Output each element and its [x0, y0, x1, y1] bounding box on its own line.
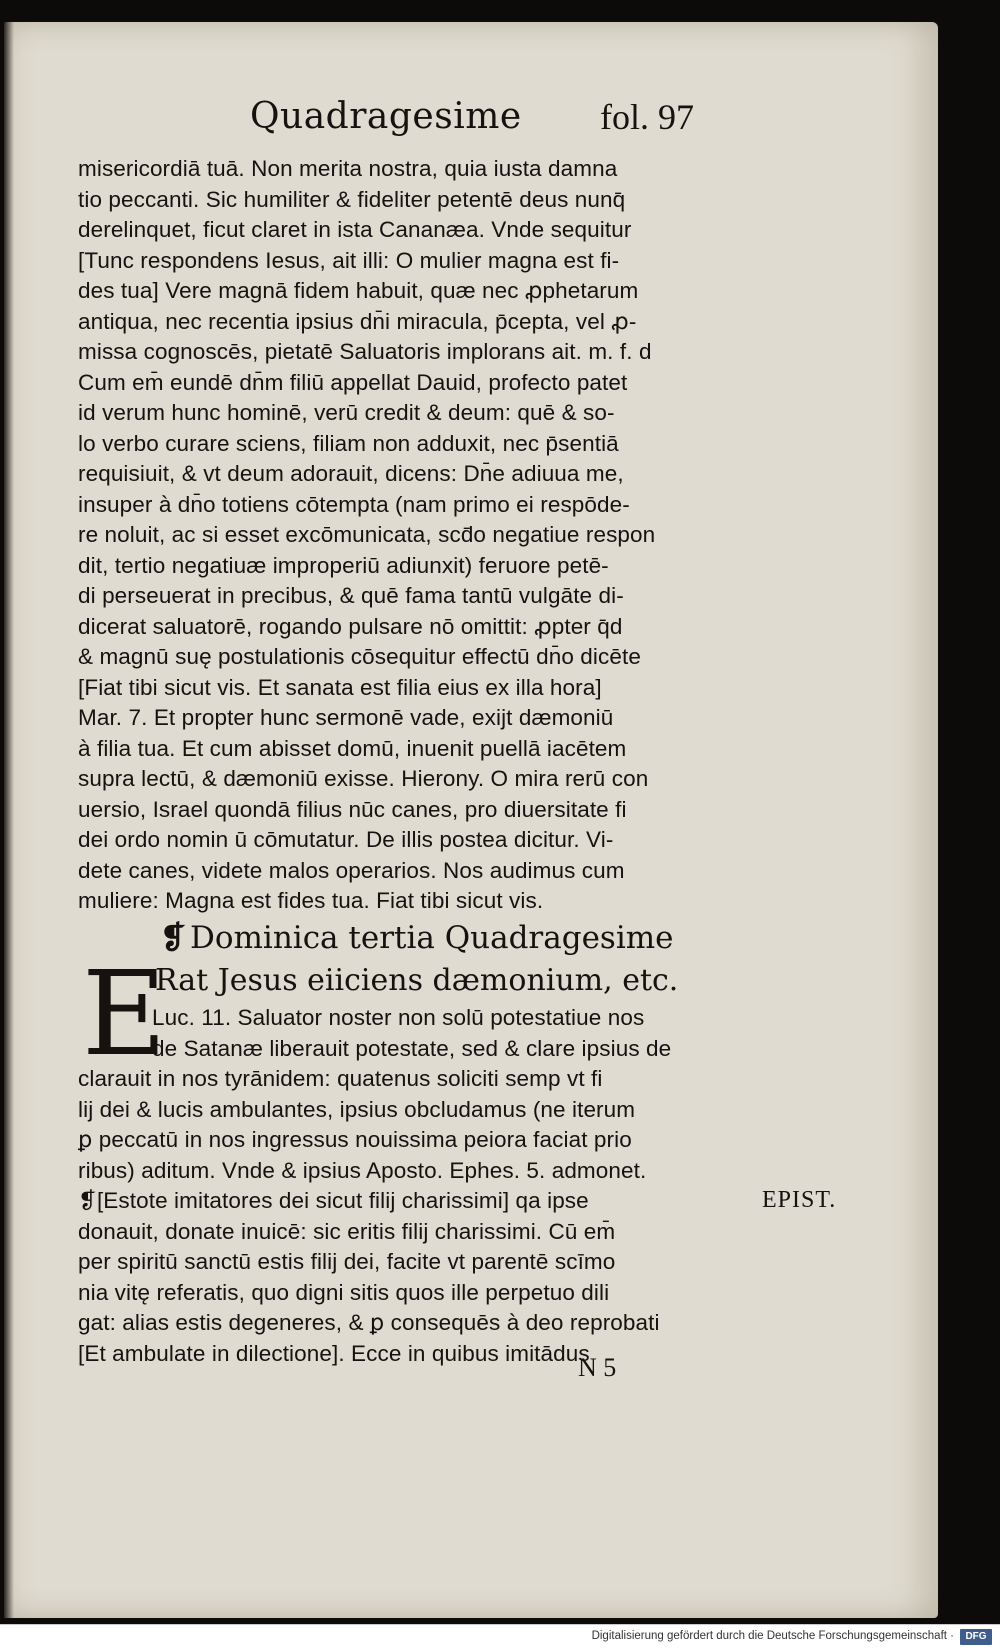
text-line: [Fiat tibi sicut vis. Et sanata est filia eius ex illa hora] — [78, 674, 602, 700]
text-line: tio peccanti. Sic humiliter & fideliter petentē deus nunq̄ — [78, 186, 626, 212]
text-line: Luc. 11. Saluator noster non solū potestatiue nos — [152, 1005, 645, 1030]
text-line: gat: alias estis degeneres, & ꝑ consequēs à deo reprobati — [78, 1310, 660, 1335]
running-head: Quadragesime — [250, 96, 522, 137]
text-line: missa cognoscēs, pietatē Saluatoris implorans ait. m. f. d — [78, 339, 652, 364]
text-line: insuper à dn̄o totiens cōtempta (nam primo ei respōde- — [78, 491, 630, 517]
text-block-1 — [78, 154, 750, 917]
text-line: à filia tua. Et cum abisset domū, inuenit puellā iacētem — [78, 735, 627, 761]
text-line: clarauit in nos tyrānidem: quatenus soliciti semp vt fi — [78, 1066, 603, 1091]
text-line: ribus) aditum. Vnde & ipsius Aposto. Ephes. 5. admonet. — [78, 1157, 647, 1183]
text-line: [Et ambulate in dilectione]. Ecce in quibus imitādus — [78, 1340, 590, 1366]
text-line: antiqua, nec recentia ipsius dn̄i miracula, p̄cepta, vel ꝓ- — [78, 308, 637, 334]
text-line: id verum hunc hominē, verū credit & deum: quē & so- — [78, 400, 615, 425]
text-line: dete canes, videte malos operarios. Nos audimus cum — [78, 857, 625, 883]
text-line: Mar. 7. Et propter hunc sermonē vade, exijt dæmoniū — [78, 705, 614, 730]
text-line: dei ordo nomin ū cōmutatur. De illis postea dicitur. Vi- — [78, 827, 614, 852]
text-line: requisiuit, & vt deum adorauit, dicens: Dn̄e adiuua me, — [78, 461, 624, 486]
text-line: ꝑ peccatū in nos ingressus nouissima peiora faciat prio — [78, 1127, 632, 1152]
text-line: [Tunc respondens Iesus, ait illi: O mulier magna est fi- — [78, 247, 620, 273]
text-line: per spiritū sanctū estis filij dei, facite vt parentē scīmo — [78, 1249, 616, 1274]
footer-bar — [0, 1624, 1000, 1651]
text-line: misericordiā tuā. Non merita nostra, quia iusta damna — [78, 156, 618, 181]
text-line: supra lectū, & dæmoniū exisse. Hierony. O mira rerū con — [78, 766, 649, 791]
funding-credit: Digitalisierung gefördert durch die Deutsche Forschungsgemeinschaft · — [591, 1630, 954, 1642]
signature-mark: N 5 — [578, 1353, 617, 1382]
incipit-line: Rat Jesus eiiciens dæmonium, etc. — [155, 963, 679, 998]
text-line: des tua] Vere magnā fidem habuit, quæ nec ꝓphetarum — [78, 278, 639, 303]
text-line: Cum em̄ eundē dn̄m filiū appellat Dauid, profecto patet — [78, 369, 628, 395]
text-line: lij dei & lucis ambulantes, ipsius obcludamus (ne iterum — [78, 1096, 636, 1122]
drop-capital: E — [82, 947, 167, 1082]
text-line: nia vitę referatis, quo digni sitis quos ille perpetuo dili — [78, 1279, 610, 1305]
section-heading — [160, 920, 673, 956]
text-block-2 — [78, 1003, 750, 1369]
text-line: derelinquet, ficut claret in ista Cananæa. Vnde sequitur — [78, 217, 632, 242]
text-line: di perseuerat in precibus, & quē fama tantū vulgāte di- — [78, 583, 624, 608]
text-line: re noluit, ac si esset excōmunicata, scd̄o negatiue respon — [78, 522, 656, 547]
text-line: lo verbo curare sciens, filiam non adduxit, nec p̄sentiā — [78, 430, 619, 456]
text-line: ❡[Estote imitatores dei sicut filij charissimi] qa ipse — [78, 1188, 589, 1213]
text-line: & magnū suę postulationis cōsequitur effectū dn̄o dicēte — [78, 644, 641, 669]
text-line: donauit, donate inuicē: sic eritis filij charissimi. Cū em̄ — [78, 1218, 616, 1244]
text-line: de Satanæ liberauit potestate, sed & clare ipsius de — [152, 1035, 672, 1061]
dfg-logo[interactable]: DFG — [960, 1629, 992, 1645]
section-title-text: Dominica tertia Quadragesime — [189, 920, 674, 956]
text-line: dit, tertio negatiuæ improperiū adiunxit) feruore petē- — [78, 552, 609, 578]
marginal-note: EPIST. — [762, 1187, 837, 1213]
pilcrow-icon: ❡ — [160, 920, 186, 956]
text-line: muliere: Magna est fides tua. Fiat tibi sicut vis. — [78, 888, 544, 913]
text-line: dicerat saluatorē, rogando pulsare nō omittit: ꝓpter q̄d — [78, 613, 623, 639]
text-line: uersio, Israel quondā filius nūc canes, pro diuersitate fi — [78, 796, 627, 822]
folio-number: fol. 97 — [600, 97, 694, 137]
